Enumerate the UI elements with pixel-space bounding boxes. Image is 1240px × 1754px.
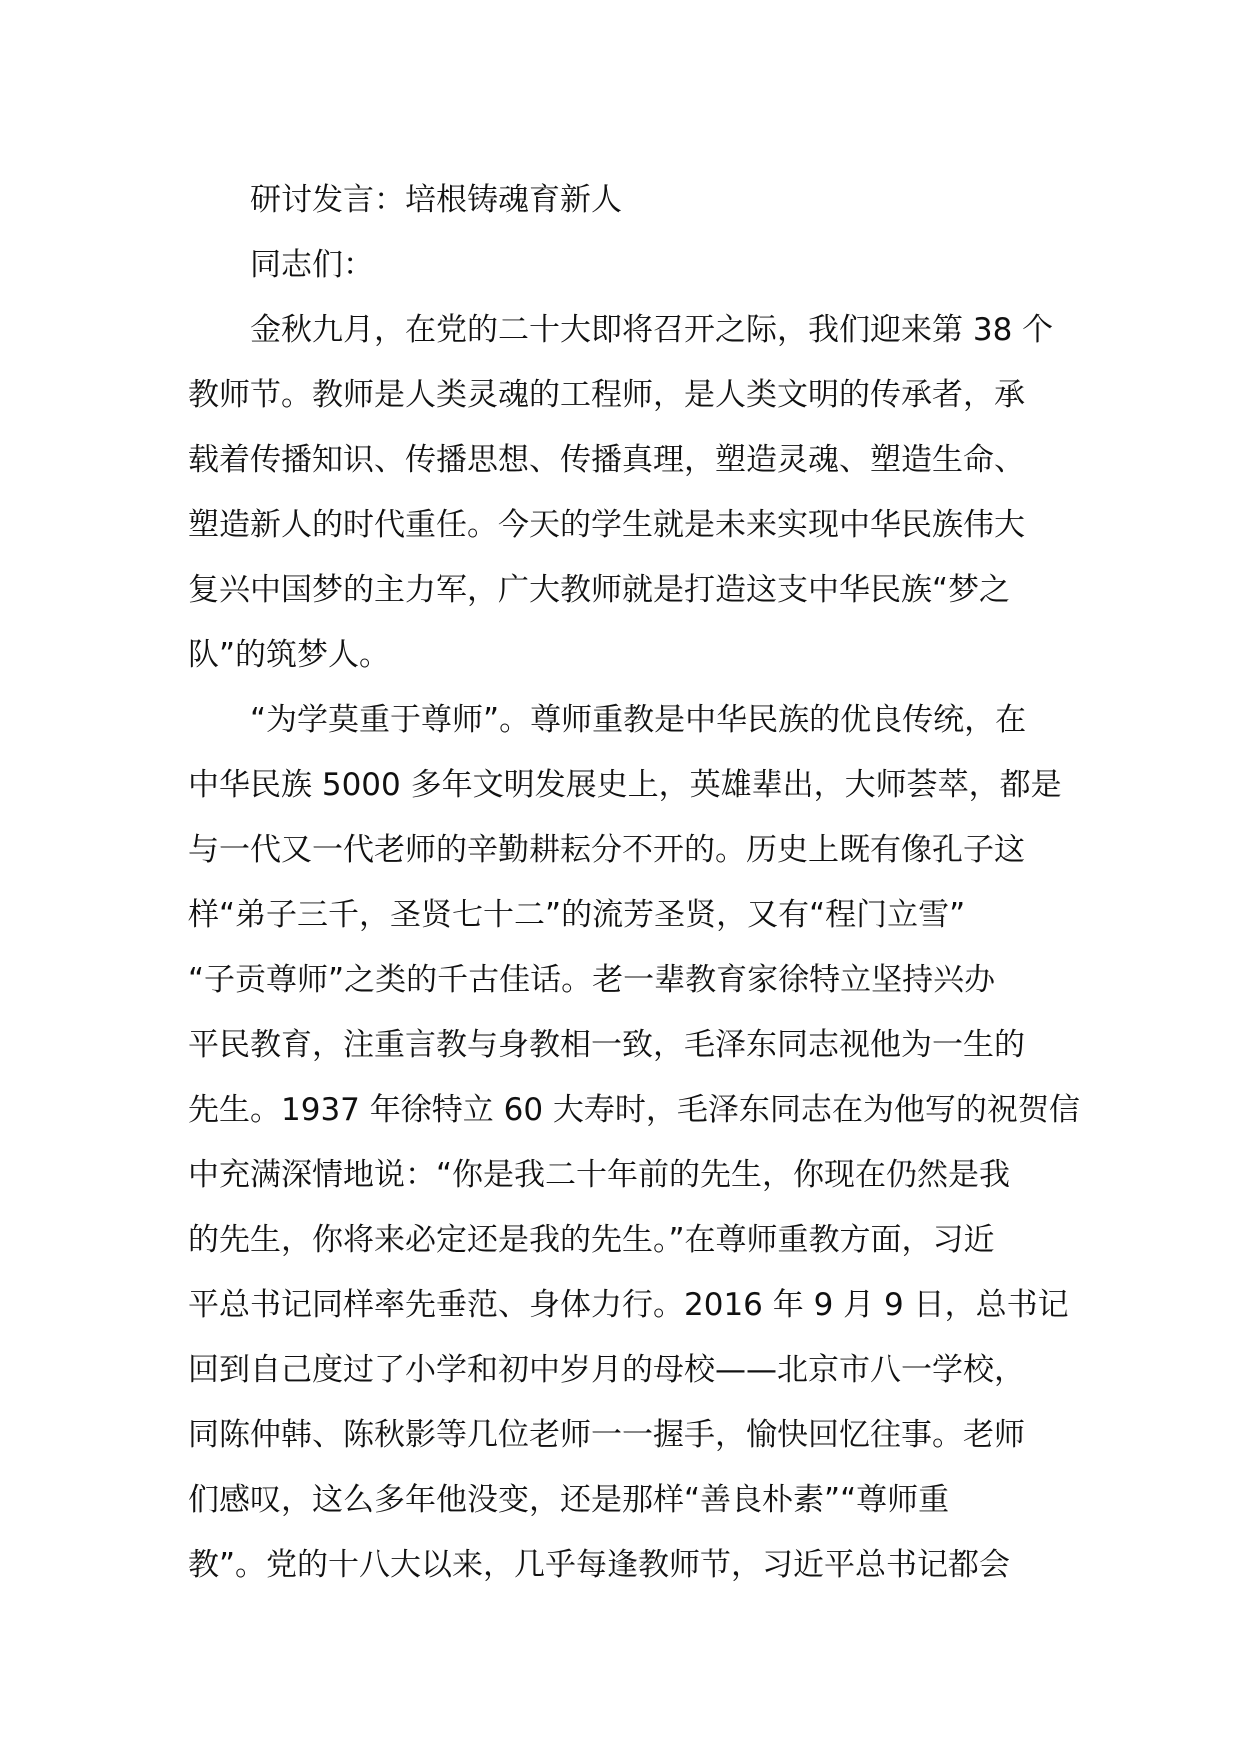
greeting: 同志们： [250,247,374,283]
paragraph-line: 先生。1937 年徐特立 60 大寿时，毛泽东同志在为他写的祝贺信 [188,1092,1080,1128]
paragraph-line: 教师节。教师是人类灵魂的工程师，是人类文明的传承者，承 [188,377,1025,413]
paragraph-line: 中充满深情地说：“你是我二十年前的先生，你现在仍然是我 [188,1157,1011,1193]
paragraph-line: 平总书记同样率先垂范、身体力行。2016 年 9 月 9 日，总书记 [188,1287,1069,1323]
paragraph-line: 们感叹，这么多年他没变，还是那样“善良朴素”“尊师重 [188,1482,950,1518]
paragraph-line: 与一代又一代老师的辛勤耕耘分不开的。历史上既有像孔子这 [188,832,1025,868]
paragraph-line: “子贡尊师”之类的千古佳话。老一辈教育家徐特立坚持兴办 [188,962,996,998]
paragraph-line: 中华民族 5000 多年文明发展史上，英雄辈出，大师荟萃，都是 [188,767,1062,803]
document-title: 研讨发言：培根铸魂育新人 [250,182,622,218]
paragraph-line: 回到自己度过了小学和初中岁月的母校——北京市八一学校， [188,1352,1025,1388]
paragraph-line: 样“弟子三千，圣贤七十二”的流芳圣贤，又有“程门立雪” [188,897,966,933]
paragraph-line: 金秋九月，在党的二十大即将召开之际，我们迎来第 38 个 [250,312,1054,348]
paragraph-line: “为学莫重于尊师”。尊师重教是中华民族的优良传统，在 [250,702,1027,738]
paragraph-line: 复兴中国梦的主力军，广大教师就是打造这支中华民族“梦之 [188,572,1011,608]
paragraph-line: 教”。党的十八大以来，几乎每逢教师节，习近平总书记都会 [188,1547,1011,1583]
paragraph-line: 塑造新人的时代重任。今天的学生就是未来实现中华民族伟大 [188,507,1025,543]
paragraph-line: 平民教育，注重言教与身教相一致，毛泽东同志视他为一生的 [188,1027,1025,1063]
paragraph-line: 的先生，你将来必定还是我的先生。”在尊师重教方面，习近 [188,1222,995,1258]
paragraph-line: 同陈仲韩、陈秋影等几位老师一一握手，愉快回忆往事。老师 [188,1417,1025,1453]
document-body [188,168,1080,1598]
paragraph-line: 队”的筑梦人。 [188,637,391,673]
paragraph-line: 载着传播知识、传播思想、传播真理，塑造灵魂、塑造生命、 [188,442,1025,478]
